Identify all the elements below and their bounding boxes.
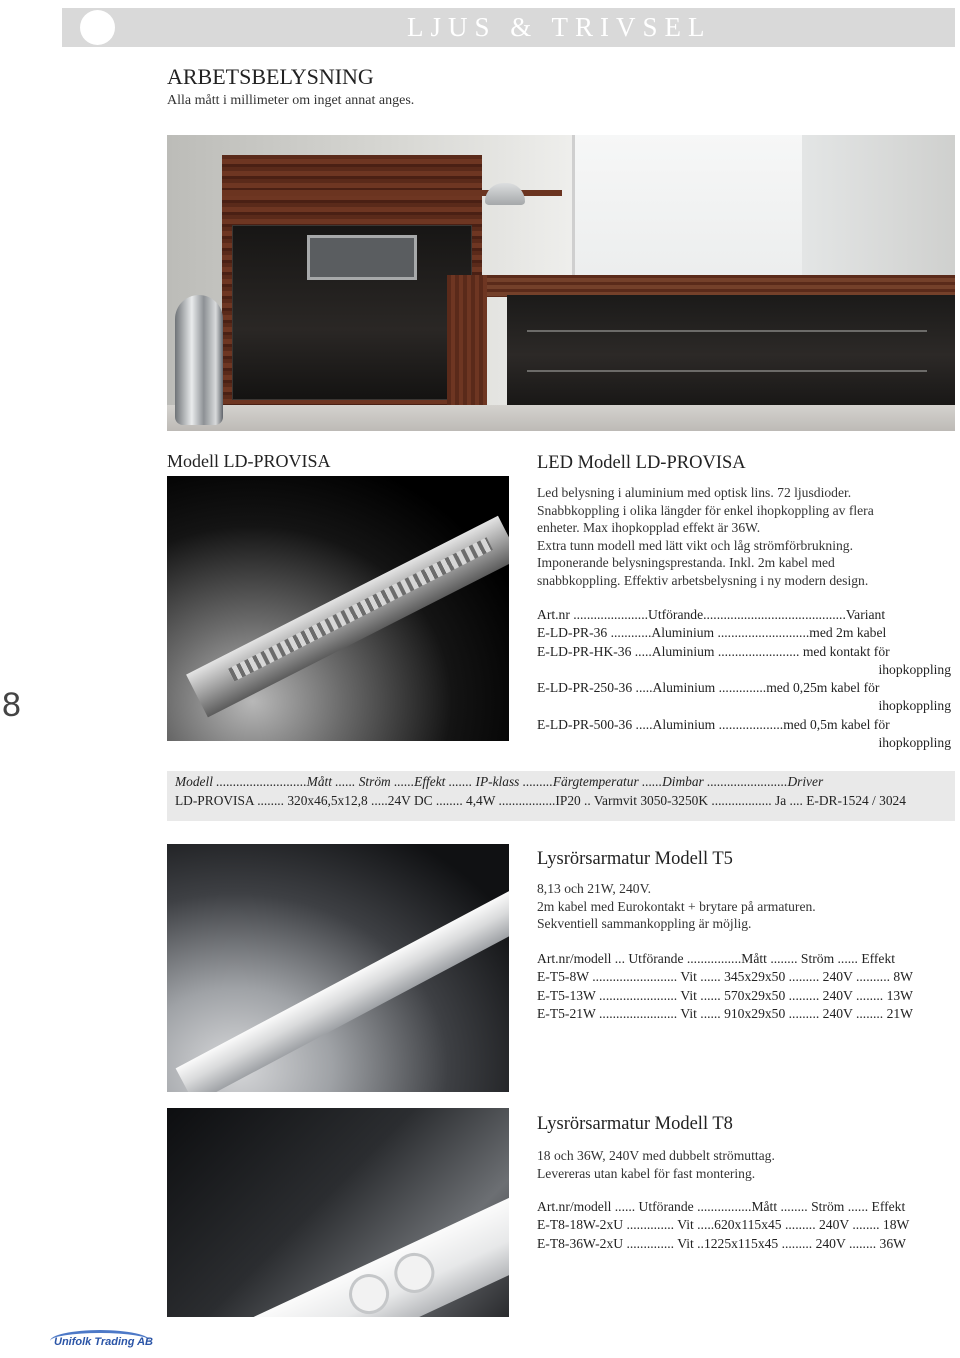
table-row: E-T8-36W-2xU .............. Vit ..1225x115x45 ......... 240V ........ 36W	[537, 1235, 906, 1251]
table-row: E-LD-PR-500-36 .....Aluminium ...................med 0,5m kabel för	[537, 716, 890, 732]
table-row: ihopkoppling	[878, 661, 951, 677]
banner-title: LJUS & TRIVSEL	[407, 12, 712, 42]
table-row: E-T8-18W-2xU .............. Vit .....620x115x45 ......... 240V ........ 18W	[537, 1217, 910, 1233]
spec-value-row: LD-PROVISA ........ 320x46,5x12,8 .....24V DC ........ 4,4W .................IP20 .. Varmvit 3050-3250K .................. Ja .... E-DR-1524 / 3024	[175, 793, 906, 808]
table-row: E-LD-PR-250-36 .....Aluminium ..............med 0,25m kabel för	[537, 680, 880, 696]
table-row: Art.nr/modell ... Utförande ................Mått ........ Ström ...... Effekt	[537, 951, 896, 966]
t5-title: Lysrörsarmatur Modell T5	[537, 849, 733, 869]
t5-table	[537, 950, 913, 1023]
ld-provisa-variant-table	[537, 606, 951, 752]
table-row: Art.nr ......................Utförande..........................................Variant	[537, 607, 886, 622]
table-row: E-LD-PR-HK-36 .....Aluminium ........................ med kontakt för	[537, 643, 890, 659]
t8-product-photo	[167, 1108, 509, 1317]
table-row: ihopkoppling	[878, 735, 951, 751]
socket-icon	[342, 1267, 395, 1317]
ld-provisa-product-photo	[167, 476, 509, 741]
t8-table	[537, 1198, 909, 1253]
ld-provisa-model-label: Modell LD-PROVISA	[167, 451, 331, 471]
table-row: E-T5-13W ....................... Vit ...... 570x29x50 ......... 240V ........ 13W	[537, 987, 914, 1003]
table-row: E-T5-21W ....................... Vit ...... 910x29x50 ......... 240V ........ 21W	[537, 1005, 914, 1021]
table-row: E-LD-PR-36 ............Aluminium ...........................med 2m kabel	[537, 625, 887, 641]
t8-title: Lysrörsarmatur Modell T8	[537, 1114, 733, 1134]
banner-circle-icon	[80, 10, 115, 45]
t8-description: 18 och 36W, 240V med dubbelt strömuttag. Levereras utan kabel för fast montering.	[537, 1148, 775, 1181]
table-row: Art.nr/modell ...... Utförande ................Mått ........ Ström ...... Effekt	[537, 1199, 906, 1214]
table-row: E-T5-8W ......................... Vit ...... 345x29x50 ......... 240V .......... 8W	[537, 969, 914, 985]
header-banner	[62, 8, 955, 47]
trash-bin-icon	[175, 295, 223, 425]
table-row: ihopkoppling	[878, 698, 951, 714]
t5-description: 8,13 och 21W, 240V. 2m kabel med Eurokontakt + brytare på armaturen. Sekventiell sammankoppling är möjlig.	[537, 881, 816, 931]
company-logo: Unifolk Trading AB	[50, 1330, 150, 1352]
section-title: ARBETSBELYSNING	[167, 64, 374, 89]
page-number: 8	[2, 686, 21, 724]
ld-provisa-description: Led belysning i aluminium med optisk lins. 72 ljusdioder. Snabbkoppling i olika längder för enkel ihopkoppling av flera enheter. Max ihopkopplad effekt är 36W. Extra tunn modell med lätt vikt och låg strömförbrukning. Imponerande belysningsprestanda. Inkl. 2m kabel med snabbkoppling. Effektiv arbetsbelysning i ny modern design.	[537, 485, 874, 588]
t5-product-photo	[167, 844, 509, 1092]
spec-header-row: Modell ...........................Mått ...... Ström ......Effekt ....... IP-klass .........Färgtemperatur ......Dimbar ........................Driver	[175, 774, 824, 789]
ld-provisa-title: LED Modell LD-PROVISA	[537, 453, 746, 473]
ld-provisa-spec-table	[167, 771, 955, 821]
kitchen-photo	[167, 135, 955, 431]
socket-icon	[388, 1246, 441, 1299]
section-subtitle: Alla mått i millimeter om inget annat anges.	[167, 93, 415, 108]
